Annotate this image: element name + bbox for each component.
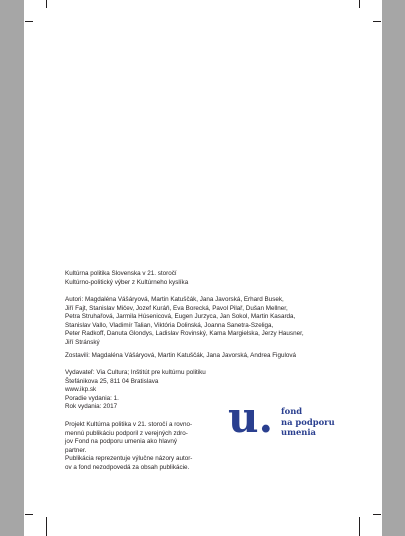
funding-line: jov Fond na podporu umenia ako hlavný xyxy=(65,438,178,446)
authors-line: Petra Struhařová, Jarmila Húsenicová, Eugen Jurzyca, Jan Sokol, Martin Kasarda, xyxy=(65,313,296,321)
crop-mark xyxy=(46,0,47,8)
logo-line: fond xyxy=(281,406,303,416)
logo-line: umenia xyxy=(281,427,316,438)
publisher-line: Vydavateľ: Via Cultura; Inštitút pre kultúrnu politiku xyxy=(65,369,206,376)
book-title-block xyxy=(65,270,188,287)
funding-line: ov a fond nezodpovedá za obsah publikácie. xyxy=(65,463,190,471)
right-margin-bar xyxy=(382,0,405,536)
publisher-block xyxy=(65,369,206,412)
page xyxy=(25,0,381,536)
authors-line: Autori: Magdaléna Vášáryová, Martin Katuščák, Jana Javorská, Erhard Busek, xyxy=(65,296,284,303)
editors-line: Zostavili: Magdaléna Vášáryová, Martin Katuščák, Jana Javorská, Andrea Figulová xyxy=(65,352,297,359)
authors-line: Stanislav Vallo, Vladimír Talian, Viktória Dolinská, Joanna Sanetra-Szeliga, xyxy=(65,321,274,329)
funding-line: Publikácia reprezentuje výlučne názory autor- xyxy=(65,455,193,463)
crop-mark xyxy=(46,517,47,536)
crop-mark xyxy=(359,0,360,8)
fund-logo-mark: u. xyxy=(228,393,274,442)
authors-line: Jiří Stránský xyxy=(65,338,100,346)
funding-line: Projekt Kultúrna politika v 21. storočí a rovno- xyxy=(65,421,193,428)
funding-line: mennú publikáciu podporil z verejných zdro- xyxy=(65,429,188,437)
crop-mark xyxy=(373,21,381,22)
authors-line: Peter Radkoff, Danuta Glondys, Ladislav Rovinský, Kama Margielska, Jerzy Hausner, xyxy=(65,330,304,338)
crop-mark xyxy=(373,514,381,515)
logo-line: na podporu xyxy=(281,416,335,427)
publication-year: Rok vydania: 2017 xyxy=(65,403,118,411)
authors-line: Jiří Fajt, Stanislav Mičev, Jozef Kuráň, Eva Borecká, Pavol Pilař, Dušan Mellner, xyxy=(65,304,288,312)
crop-mark xyxy=(359,517,360,536)
funding-line: partner. xyxy=(65,446,87,454)
left-margin-bar xyxy=(0,0,24,536)
authors-block xyxy=(65,296,304,348)
edition-number: Poradie vydania: 1. xyxy=(65,394,119,402)
crop-mark xyxy=(25,21,33,22)
crop-mark xyxy=(25,514,33,515)
publisher-website: www.ikp.sk xyxy=(65,386,97,394)
editors-block xyxy=(65,352,296,361)
book-subtitle: Kultúrno-politický výber z Kultúrneho kyslíka xyxy=(65,278,189,286)
book-title: Kultúrna politika Slovenska v 21. storočí xyxy=(65,270,177,277)
fund-logo-text xyxy=(281,406,335,438)
funding-note xyxy=(65,421,192,473)
publisher-address: Štefánikova 25, 811 04 Bratislava xyxy=(65,377,159,385)
